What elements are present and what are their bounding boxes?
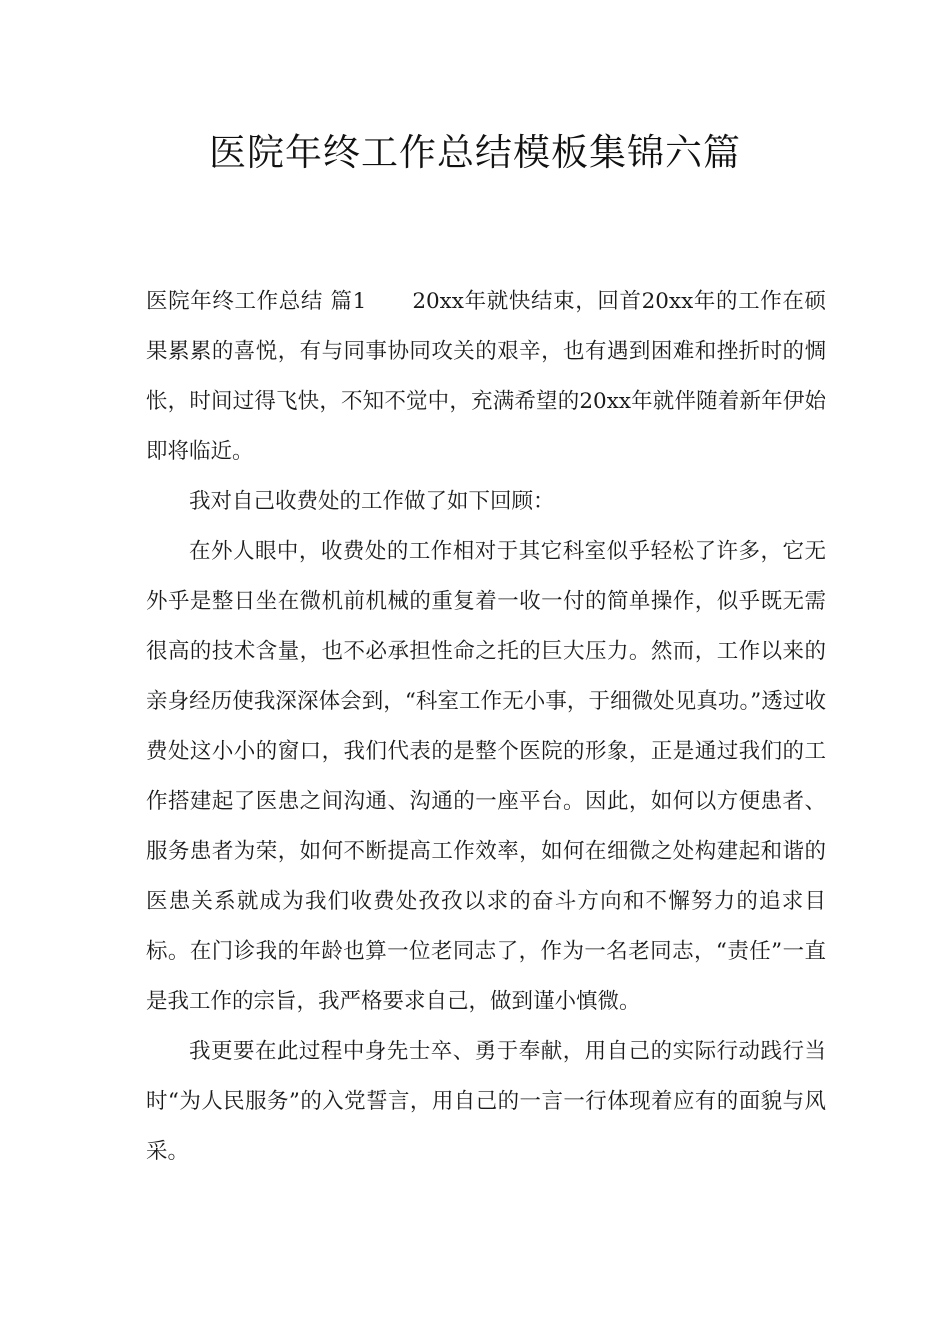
paragraph-1 (146, 277, 826, 477)
paragraph-2: 我对自己收费处的工作做了如下回顾： (189, 489, 555, 514)
paragraph-3: 在外人眼中，收费处的工作相对于其它科室似乎轻松了许多，它无外乎是整日坐在微机前机械的重复着一收一付的简单操作，似乎既无需很高的技术含量，也不必承担性命之托的巨大压力。然而，工作以来的亲身经历使我深深体会到，“科室工作无小事，于细微处见真功。”透过收费处这小小的窗口，我们代表的是整个医院的形象，正是通过我们的工作搭建起了医患之间沟通、沟通的一座平台。因此，如何以方便患者、服务患者为荣，如何不断提高工作效率，如何在细微之处构建起和谐的医患关系就成为我们收费处孜孜以求的奋斗方向和不懈努力的追求目标。在门诊我的年龄也算一位老同志了，作为一名老同志，“责任”一直是我工作的宗旨，我严格要求自己，做到谨小慎微。 (146, 539, 826, 1014)
paragraph-4: 我更要在此过程中身先士卒、勇于奉献，用自己的实际行动践行当时“为人民服务”的入党誓言，用自己的一言一行体现着应有的面貌与风采。 (146, 1039, 826, 1164)
section-heading: 医院年终工作总结 篇1 (146, 289, 367, 314)
paragraph-1-text: 20xx年就快结束，回首20xx年的工作在硕果累累的喜悦，有与同事协同攻关的艰辛，也有遇到困难和挫折时的惆怅，时间过得飞快，不知不觉中，充满希望的20xx年就伴随着新年伊始即将临近。 (146, 289, 827, 464)
document-title: 医院年终工作总结模板集锦六篇 (209, 131, 741, 174)
document-body (146, 277, 826, 1177)
